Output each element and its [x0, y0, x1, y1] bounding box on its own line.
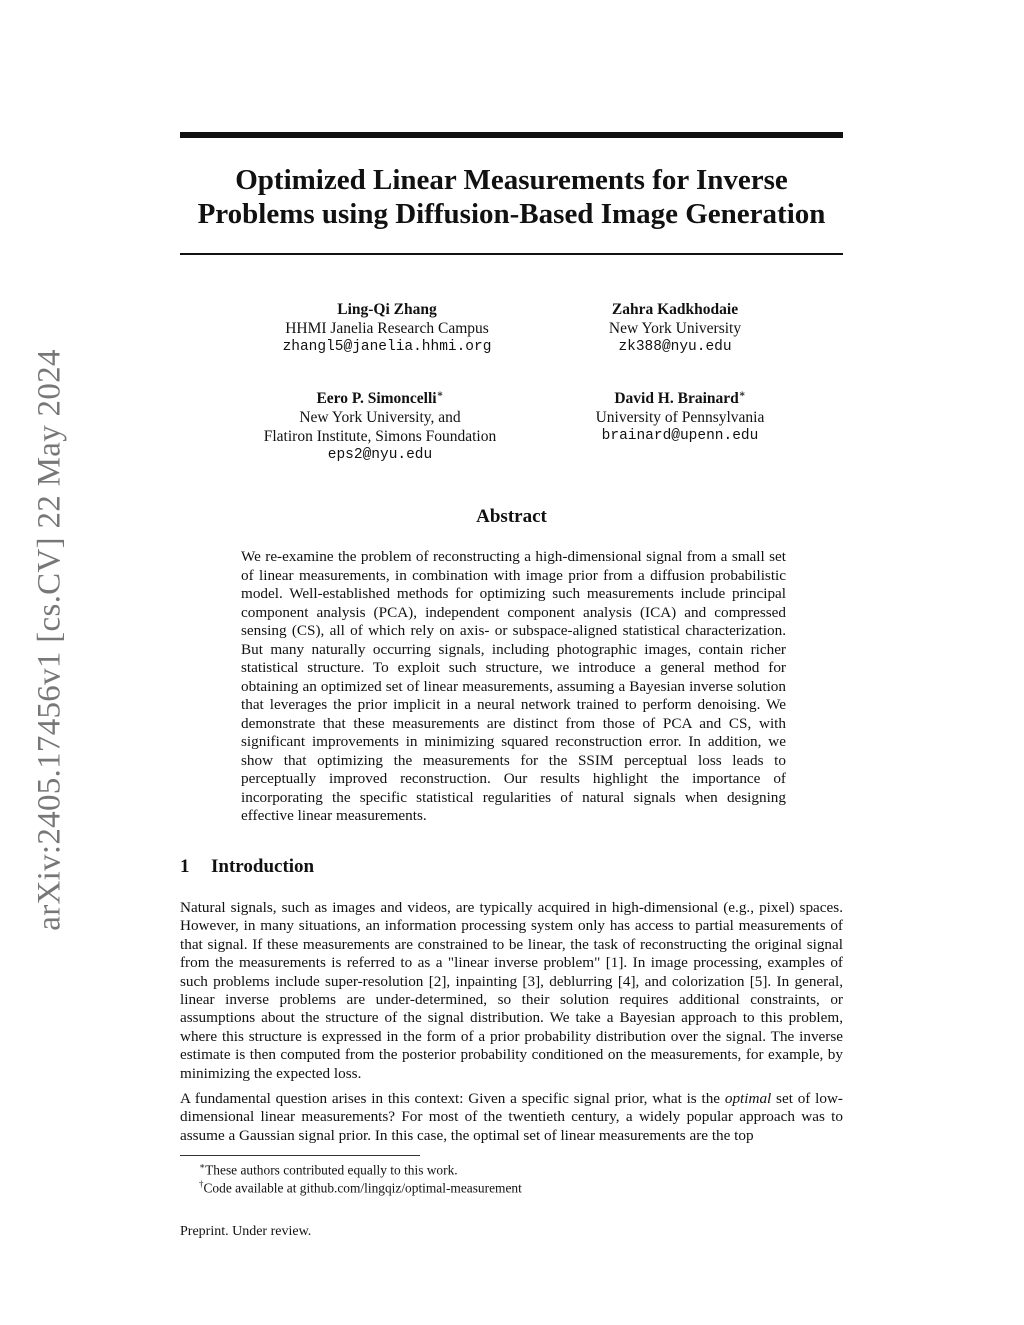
title-top-rule	[180, 132, 843, 138]
paper-title: Optimized Linear Measurements for Inverse Problems using Diffusion-Based Image Generation	[197, 164, 826, 230]
footnote-rule	[180, 1155, 420, 1156]
author-block	[237, 300, 537, 357]
abstract-heading: Abstract	[476, 506, 547, 527]
intro-paragraph: Natural signals, such as images and videos, are typically acquired in high-dimensional (e.g., pixel) spaces. However, in many situations, an information processing system only has access to partial measurements of that signal. If these measurements are constrained to be linear, the task of reconstructing the original signal from the measurements is referred to as a "linear inverse problem" [1]. In image processing, examples of such problems include super-resolution [2], inpainting [3], deblurring [4], and colorization [5]. In general, linear inverse problems are under-determined, so their solution requires additional constraints, or assumptions about the structure of the signal distribution. We take a Bayesian approach to this problem, where this structure is expressed in the form of a prior probability distribution over the signal. The inverse estimate is then computed from the posterior probability conditioned on the measurements, for example, by minimizing the expected loss.	[180, 899, 843, 1082]
author-name: Ling-Qi Zhang	[337, 301, 437, 318]
author-affiliation: University of Pennsylvania	[595, 409, 765, 427]
equal-contribution-mark: ∗	[436, 389, 444, 400]
author-email: zhangl5@janelia.hhmi.org	[282, 339, 492, 355]
author-name: David H. Brainard∗	[614, 389, 746, 408]
footnote: †Code available at github.com/lingqiz/optimal-measurement	[199, 1179, 522, 1196]
abstract-text: We re-examine the problem of reconstructing a high-dimensional signal from a small set of linear measurements, in combination with image prior from a diffusion probabilistic model. Well-established methods for optimizing such measurements include principal component analysis (PCA), independent component analysis (ICA) and compressed sensing (CS), all of which rely on axis- or subspace-aligned statistical characterization. But many naturally occurring signals, including photographic images, contain richer statistical structure. To exploit such structure, we introduce a general method for obtaining an optimized set of linear measurements, assuming a Bayesian inverse solution that leverages the prior implicit in a neural network trained to perform denoising. We demonstrate that these measurements are distinct from those of PCA and CS, with significant improvements in minimizing squared reconstruction error. In addition, we show that optimizing the measurements for the SSIM perceptual loss leads to perceptually improved reconstruction. Our results highlight the importance of incorporating the specific statistical regularities of natural signals when designing effective linear measurements.	[241, 548, 786, 824]
section-number: 1	[180, 856, 190, 877]
title-bottom-rule	[180, 253, 843, 255]
author-block	[530, 385, 830, 446]
author-affiliation: New York University, and	[299, 409, 461, 427]
arxiv-identifier-stamp: arXiv:2405.17456v1 [cs.CV] 22 May 2024	[31, 349, 68, 931]
intro-paragraph: A fundamental question arises in this context: Given a specific signal prior, what is the optimal set of low-dimensional linear measurements? For most of the twentieth century, a widely popular approach was to assume a Gaussian signal prior. In this case, the optimal set of linear measurements are the top	[180, 1090, 843, 1144]
author-name: Zahra Kadkhodaie	[611, 301, 739, 318]
author-affiliation: Flatiron Institute, Simons Foundation	[263, 428, 497, 446]
author-email: zk388@nyu.edu	[618, 339, 732, 355]
author-block	[237, 385, 523, 465]
author-name: Eero P. Simoncelli∗	[316, 389, 444, 408]
author-affiliation: HHMI Janelia Research Campus	[285, 320, 489, 337]
emphasis-text: optimal	[724, 1090, 772, 1107]
author-block	[530, 300, 820, 357]
author-email: brainard@upenn.edu	[601, 428, 759, 445]
footnote-mark: †	[199, 1179, 204, 1189]
preprint-notice: Preprint. Under review.	[180, 1224, 312, 1239]
author-email: eps2@nyu.edu	[327, 447, 433, 464]
author-affiliation: New York University	[608, 320, 742, 337]
section-title: Introduction	[211, 856, 315, 877]
footnote-mark: ∗	[199, 1161, 206, 1171]
equal-contribution-mark: ∗	[738, 389, 746, 400]
footnote: ∗These authors contributed equally to this work.	[199, 1161, 458, 1178]
section-heading	[180, 856, 314, 878]
